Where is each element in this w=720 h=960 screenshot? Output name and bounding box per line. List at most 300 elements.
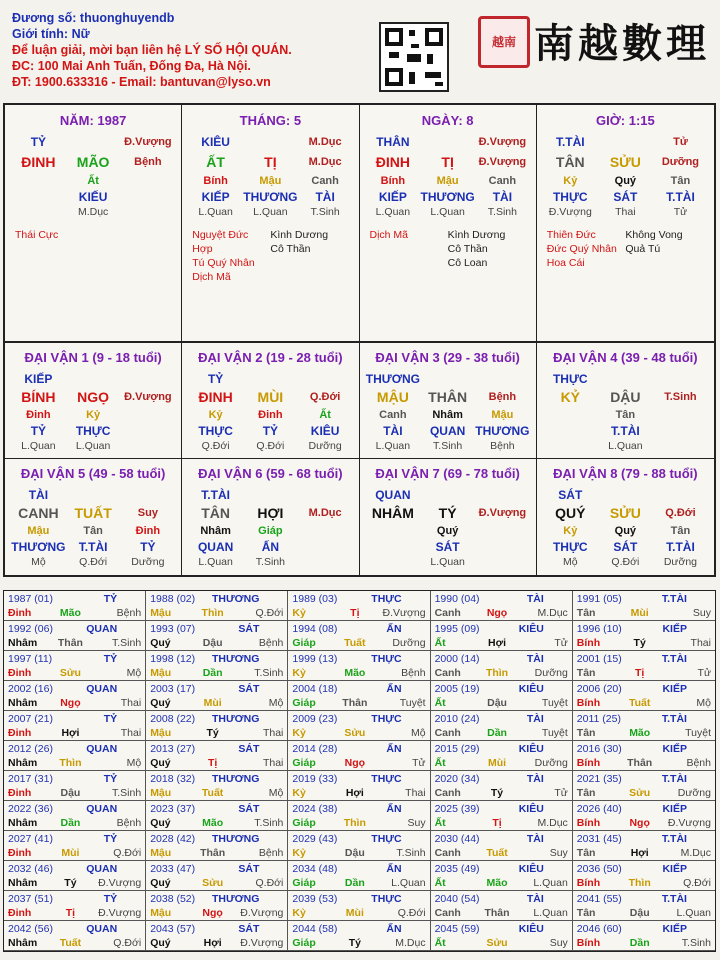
year-stage: Bệnh: [258, 847, 284, 859]
year-label: 2036 (50): [576, 863, 622, 875]
contact-line-3[interactable]: ĐT: 1900.633316 - Email: bantuvan@lyso.vn: [12, 75, 271, 89]
year-branch: Sửu: [486, 937, 508, 949]
spacer: [298, 487, 353, 503]
ganzhi-line: [8, 756, 141, 770]
spacer: [598, 371, 653, 387]
ganzhi-line: [292, 906, 425, 920]
ganzhi-line: [8, 606, 141, 620]
year-line: [577, 922, 711, 936]
hidden-stem: Đinh: [258, 409, 283, 421]
year-line: [292, 682, 425, 696]
year-label: 1994 (08): [292, 623, 338, 635]
star-left: Đức Quý Nhân: [546, 243, 617, 255]
hidden-god: [298, 539, 353, 555]
year-stem: Canh: [434, 907, 461, 919]
hidden-stem: Giáp: [258, 525, 283, 537]
year-cell: [4, 741, 146, 771]
ganzhi-line: [150, 786, 283, 800]
year-stem: Mậu: [150, 847, 172, 859]
spacer: [66, 371, 121, 387]
year-stage: Tuyệt: [541, 727, 568, 739]
year-god: KIÊU: [518, 743, 544, 755]
year-stage: T.Sinh: [112, 637, 142, 649]
hidden-stem: [11, 173, 66, 189]
year-god: THƯƠNG: [211, 713, 260, 725]
year-label: 2000 (14): [434, 653, 480, 665]
hidden-gods-row: [188, 189, 352, 205]
year-cell: [288, 861, 430, 891]
year-branch: Tị: [207, 757, 218, 769]
year-line: [435, 862, 568, 876]
hidden-stems-row: [11, 523, 175, 539]
year-god: QUAN: [86, 923, 118, 935]
year-line: [435, 652, 568, 666]
dai-van-1: [5, 343, 182, 458]
hidden-god: THƯƠNG: [243, 190, 298, 204]
year-line: [292, 742, 425, 756]
cell-title: ĐẠI VẬN 1 (9 - 18 tuổi): [24, 350, 162, 365]
hidden-gods-row: [543, 539, 708, 555]
stem-branch-row: [543, 151, 708, 173]
year-label: 2025 (39): [434, 803, 480, 815]
hidden-god: SÁT: [613, 540, 638, 554]
year-line: [577, 802, 711, 816]
ganzhi-line: [292, 756, 425, 770]
year-line: [292, 652, 425, 666]
hidden-stages-row: [188, 555, 352, 569]
year-stem: Giáp: [292, 757, 316, 769]
year-branch: Dậu: [60, 787, 81, 799]
ganzhi-line: [435, 876, 568, 890]
hidden-stage: T.Sinh: [255, 556, 285, 568]
year-label: 2038 (52): [150, 893, 196, 905]
year-label: 1995 (09): [434, 623, 480, 635]
year-stage: Bệnh: [686, 757, 711, 769]
year-cell: [4, 921, 146, 951]
year-line: [8, 592, 141, 606]
year-line: [577, 652, 711, 666]
ganzhi-line: [292, 606, 425, 620]
red-seal-logo: 越南: [478, 16, 530, 68]
year-cell: [4, 711, 146, 741]
year-stage: Bệnh: [116, 607, 142, 619]
year-line: [8, 772, 141, 786]
hidden-gods-row: [11, 539, 175, 555]
year-stage: Thai: [405, 787, 426, 799]
year-cell: [288, 681, 430, 711]
year-god: THƯƠNG: [211, 833, 260, 845]
year-line: [8, 652, 141, 666]
life-stage: Suy: [137, 507, 158, 519]
hidden-stage: T.Sinh: [310, 206, 340, 218]
hidden-stage: Mộ: [31, 556, 46, 568]
year-cell: [288, 741, 430, 771]
ganzhi-line: [577, 936, 711, 950]
stars-left: [547, 228, 626, 270]
ganzhi-line: [292, 846, 425, 860]
year-cell: [146, 831, 288, 861]
year-label: 2010 (24): [434, 713, 480, 725]
year-label: 2004 (18): [292, 683, 338, 695]
hidden-stem: Quý: [614, 525, 637, 537]
ganzhi-line: [435, 696, 568, 710]
earthly-branch: SỬU: [609, 154, 641, 170]
god-row: [366, 487, 530, 503]
hidden-stem: Bính: [203, 175, 228, 187]
year-label: 1992 (06): [8, 623, 53, 635]
hidden-gods-row: [11, 423, 175, 439]
year-cell: [4, 651, 146, 681]
ganzhi-line: [150, 846, 283, 860]
hidden-stems-row: [543, 407, 708, 423]
earthly-branch: TỊ: [264, 154, 277, 170]
stars-right: [270, 228, 348, 284]
year-stage: Tuyệt: [541, 697, 568, 709]
year-god: T.TÀI: [661, 593, 687, 605]
hidden-stages-row: [11, 439, 175, 453]
hidden-stages-row: [188, 439, 352, 453]
year-line: [150, 892, 283, 906]
year-label: 2044 (58): [292, 923, 338, 935]
year-god: QUAN: [86, 683, 118, 695]
year-label: 2001 (15): [576, 653, 622, 665]
year-god: KIẾP: [662, 743, 687, 755]
earthly-branch: NGỌ: [77, 389, 110, 405]
spacer: [298, 371, 353, 387]
hidden-stage: L.Quan: [375, 206, 411, 218]
year-line: [577, 742, 711, 756]
year-branch: Dậu: [202, 637, 223, 649]
hidden-stage: L.Quan: [375, 440, 411, 452]
year-branch: Ngọ: [202, 907, 223, 919]
hidden-stem: Kỷ: [563, 175, 578, 187]
year-label: 2033 (47): [150, 863, 196, 875]
ganzhi-line: [292, 636, 425, 650]
year-stage: Thai: [262, 727, 284, 739]
year-branch: Hợi: [488, 637, 507, 649]
year-god: T.TÀI: [661, 773, 687, 785]
heavenly-stem: MẬU: [376, 389, 409, 405]
heavenly-stem: QUÝ: [555, 505, 586, 521]
auxiliary-stars: [366, 228, 530, 270]
hidden-god: [11, 189, 66, 205]
ganzhi-line: [150, 666, 283, 680]
spacer: [243, 487, 298, 503]
earthly-branch: TÝ: [438, 505, 457, 521]
hidden-god: THƯƠNG: [475, 424, 530, 438]
year-cell: [573, 681, 715, 711]
hidden-stem: Đinh: [135, 525, 161, 537]
hidden-stage: L.Quan: [430, 206, 465, 218]
year-line: [150, 832, 283, 846]
spacer: [598, 487, 653, 503]
year-label: 2014 (28): [292, 743, 338, 755]
year-god: T.TÀI: [661, 713, 687, 725]
hidden-stages-row: [11, 205, 175, 220]
hidden-stages-row: [543, 439, 708, 453]
hidden-god: TÀI: [492, 190, 513, 204]
year-line: [8, 892, 141, 906]
year-stem: Bính: [576, 637, 601, 649]
year-stage: Thai: [120, 697, 142, 709]
year-stage: Dưỡng: [677, 787, 711, 799]
year-branch: Mùi: [487, 757, 507, 769]
year-stage: Đ.Vượng: [667, 817, 711, 829]
god-row: [543, 371, 708, 387]
hidden-god: KIẾP: [201, 190, 230, 204]
year-stage: L.Quan: [676, 907, 711, 919]
year-god: TÀI: [526, 893, 544, 905]
hidden-stem: Ất: [319, 409, 331, 421]
ganzhi-line: [577, 906, 711, 920]
stem-branch-row: [11, 151, 175, 173]
life-stage: M.Dục: [308, 507, 342, 519]
year-god: THỰC: [371, 773, 402, 785]
year-branch: Thìn: [59, 757, 82, 769]
cell-title: NGÀY: 8: [421, 113, 474, 128]
year-label: 1998 (12): [150, 653, 196, 665]
spacer: [121, 487, 176, 503]
year-cell: [573, 771, 715, 801]
four-pillars: [5, 105, 714, 343]
ganzhi-line: [577, 816, 711, 830]
star-left: Thái Cực: [15, 229, 59, 241]
header-info: [12, 10, 292, 90]
hidden-god: QUAN: [197, 540, 234, 554]
life-stage: Dưỡng: [661, 156, 700, 168]
star-right: Kình Dương: [447, 229, 506, 241]
year-line: [435, 922, 568, 936]
hidden-stems-row: [11, 173, 175, 189]
ganzhi-line: [292, 786, 425, 800]
year-cell: [4, 591, 146, 621]
ganzhi-line: [150, 876, 283, 890]
year-god: THƯƠNG: [211, 773, 260, 785]
hidden-gods-row: [543, 189, 708, 205]
year-branch: Dần: [487, 727, 507, 739]
year-stage: Đ.Vượng: [98, 877, 142, 889]
heavenly-stem: ẤT: [206, 154, 225, 170]
ten-god: THƯƠNG: [365, 372, 420, 386]
year-god: ẤN: [386, 863, 402, 875]
hidden-stem: [121, 407, 176, 423]
year-god: KIẾP: [662, 803, 687, 815]
stars-left: [15, 228, 93, 242]
ganzhi-line: [150, 816, 283, 830]
hidden-stage: L.Quan: [198, 556, 233, 568]
stars-left: [370, 228, 448, 270]
year-label: 1988 (02): [150, 593, 196, 605]
year-branch: Mão: [344, 667, 366, 679]
year-branch: Mão: [59, 607, 81, 619]
ten-god: TỶ: [207, 372, 224, 386]
ganzhi-line: [150, 696, 283, 710]
year-stem: Đinh: [8, 847, 32, 859]
ten-god: KIẾP: [24, 372, 53, 386]
hidden-gods-row: [366, 423, 530, 439]
earthly-branch: MÙI: [257, 389, 284, 405]
ganzhi-line: [292, 666, 425, 680]
year-stem: Canh: [434, 727, 461, 739]
year-stem: Nhâm: [8, 757, 38, 769]
year-god: QUAN: [86, 623, 118, 635]
year-stem: Giáp: [292, 637, 316, 649]
cell-title: THÁNG: 5: [239, 113, 302, 128]
year-branch: Tý: [206, 727, 219, 739]
life-stage: Bệnh: [488, 391, 517, 403]
dai-van-row-1: [5, 343, 714, 459]
hidden-stem: [475, 523, 530, 539]
star-right: Không Vong: [625, 229, 683, 241]
year-stage: Mộ: [126, 667, 142, 679]
year-cell: [146, 801, 288, 831]
hidden-stem: [653, 407, 708, 423]
year-line: [150, 592, 283, 606]
god-row: [188, 371, 352, 387]
hidden-stage: Dưỡng: [131, 556, 165, 568]
year-god: KIẾP: [662, 923, 687, 935]
year-branch: Mùi: [345, 907, 364, 919]
year-branch: Dần: [344, 877, 365, 889]
hidden-stems-row: [366, 407, 530, 423]
year-stem: Ất: [434, 817, 446, 829]
hidden-stem: Nhâm: [432, 409, 463, 421]
year-line: [435, 682, 568, 696]
year-cell: [573, 621, 715, 651]
year-stage: Đ.Vượng: [124, 136, 172, 148]
year-god: T.TÀI: [661, 653, 687, 665]
year-branch: Tuất: [344, 637, 366, 649]
year-branch: Thân: [342, 697, 368, 709]
year-cell: [288, 711, 430, 741]
year-label: 2013 (27): [150, 743, 196, 755]
year-branch: Mão: [202, 817, 224, 829]
ganzhi-line: [435, 936, 568, 950]
year-branch: Ngọ: [344, 757, 366, 769]
year-stem: Tân: [576, 667, 596, 679]
contact-line-1: Để luận giải, mời bạn liên hệ LÝ SỐ HỘI QUÁN.: [12, 43, 292, 57]
year-line: [150, 652, 283, 666]
year-branch: Mùi: [61, 847, 80, 859]
year-stage: Đ.Vượng: [478, 136, 527, 148]
year-label: 2015 (29): [434, 743, 480, 755]
ganzhi-line: [8, 936, 141, 950]
year-cell: [431, 741, 573, 771]
pillar-2: [182, 105, 359, 341]
year-cell: [431, 921, 573, 951]
ganzhi-line: [150, 606, 283, 620]
year-line: [577, 862, 711, 876]
year-stage: M.Dục: [395, 937, 426, 949]
year-label: 2034 (48): [292, 863, 338, 875]
ganzhi-line: [577, 636, 711, 650]
ganzhi-line: [8, 816, 141, 830]
year-cell: [146, 711, 288, 741]
year-god: TỶ: [103, 713, 118, 725]
earthly-branch: TUẤT: [74, 505, 112, 521]
year-line: [8, 682, 141, 696]
year-line: [8, 802, 141, 816]
year-god: T.TÀI: [661, 833, 687, 845]
year-line: [292, 862, 425, 876]
year-god: TỶ: [103, 653, 118, 665]
year-cell: [288, 771, 430, 801]
year-branch: Tị: [350, 607, 360, 619]
dai-van-6: [182, 459, 359, 575]
year-line: [292, 592, 425, 606]
year-branch: Thìn: [201, 607, 224, 619]
ganzhi-line: [292, 816, 425, 830]
year-branch: Hợi: [345, 787, 364, 799]
year-cell: [431, 651, 573, 681]
hidden-stems-row: [188, 173, 352, 189]
year-branch: Mão: [629, 727, 651, 739]
year-stem: Nhâm: [8, 877, 38, 889]
year-stem: Quý: [150, 757, 171, 769]
year-line: [435, 622, 568, 636]
year-stem: Ất: [434, 877, 446, 889]
ganzhi-line: [292, 726, 425, 740]
brand-logo: 南越數理: [534, 20, 710, 67]
year-stage: Bệnh: [401, 667, 426, 679]
year-god: QUAN: [86, 743, 118, 755]
year-god: THƯƠNG: [211, 653, 260, 665]
stem-branch-row: [543, 503, 708, 523]
year-stem: Quý: [150, 937, 171, 949]
hidden-god: TỶ: [262, 424, 279, 438]
year-stem: Ất: [434, 697, 446, 709]
year-branch: Tuất: [201, 787, 224, 799]
star-left: Dịch Mã: [369, 229, 409, 241]
cell-title: ĐẠI VẬN 3 (29 - 38 tuổi): [375, 350, 520, 365]
year-god: TÀI: [526, 833, 544, 845]
stars-right: [448, 228, 526, 270]
year-line: [577, 622, 711, 636]
ganzhi-line: [435, 726, 568, 740]
year-cell: [146, 921, 288, 951]
ganzhi-line: [8, 786, 141, 800]
year-branch: Thân: [57, 637, 83, 649]
hidden-stage: Q.Đới: [79, 556, 108, 568]
hidden-stem: Mậu: [436, 175, 459, 187]
year-line: [292, 832, 425, 846]
god-row: [11, 133, 175, 151]
heavenly-stem: ĐINH: [375, 154, 410, 170]
hidden-stage: L.Quan: [253, 206, 288, 218]
hidden-god: QUAN: [429, 424, 466, 438]
year-label: 1991 (05): [576, 593, 622, 605]
year-branch: Mão: [486, 877, 508, 889]
year-stage: Đ.Vượng: [382, 607, 426, 619]
year-stem: Giáp: [292, 697, 316, 709]
god-row: [188, 487, 352, 503]
hidden-stems-row: [366, 173, 530, 189]
cell-title: ĐẠI VẬN 2 (19 - 28 tuổi): [198, 350, 343, 365]
ganzhi-line: [8, 846, 141, 860]
year-god: ẤN: [386, 803, 402, 815]
year-stage: Mộ: [268, 697, 284, 709]
hidden-stems-row: [366, 523, 530, 539]
year-stem: Quý: [150, 877, 171, 889]
year-label: 2042 (56): [8, 923, 53, 935]
year-god: QUAN: [86, 803, 118, 815]
year-god: THỰC: [371, 713, 402, 725]
year-cell: [288, 801, 430, 831]
year-line: [292, 772, 425, 786]
stem-branch-row: [188, 151, 352, 173]
year-line: [150, 622, 283, 636]
hidden-god: TÀI: [315, 190, 335, 204]
